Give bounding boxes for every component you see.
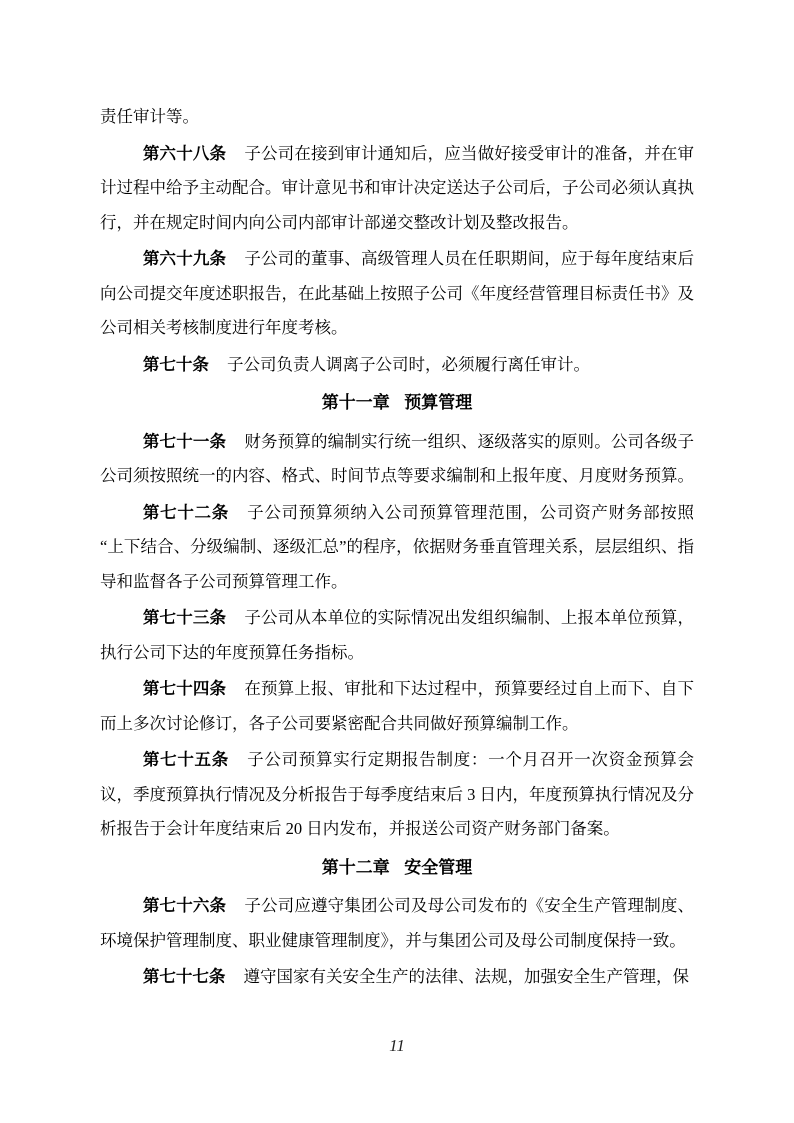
article-text: 子公司预算须纳入公司预算管理范围，公司资产财务部按照“上下结合、分级编制、逐级汇总”的程序，依据财务垂直管理关系，层层组织、指导和监督各子公司预算管理工作。 bbox=[100, 502, 694, 591]
article-number: 第七十六条 bbox=[142, 897, 227, 915]
article-paragraph-71 bbox=[100, 425, 694, 494]
article-text: 在预算上报、审批和下达过程中，预算要经过自上而下、自下而上多次讨论修订，各子公司要紧密配合共同做好预算编制工作。 bbox=[100, 679, 695, 733]
article-text: 子公司的董事、高级管理人员在任职期间，应于每年度结束后向公司提交年度述职报告，在此基础上按照子公司《年度经营管理目标责任书》及公司相关考核制度进行年度考核。 bbox=[100, 249, 695, 337]
chapter-title: 预算管理 bbox=[404, 393, 473, 412]
article-paragraph-73 bbox=[100, 601, 694, 670]
article-number: 第六十九条 bbox=[142, 250, 227, 268]
article-paragraph-77 bbox=[100, 960, 694, 995]
article-number: 第七十二条 bbox=[142, 503, 229, 522]
article-text: 子公司从本单位的实际情况出发组织编制、上报本单位预算，执行公司下达的年度预算任务指标。 bbox=[100, 608, 695, 662]
article-text: 子公司预算实行定期报告制度：一个月召开一次资金预算会议，季度预算执行情况及分析报告于每季度结束后 3 日内，年度预算执行情况及分析报告于会计年度结束后 20 日内发布，并报送公司资产财务部门备案。 bbox=[100, 750, 694, 838]
article-text: 子公司应遵守集团公司及母公司发布的《安全生产管理制度、环境保护管理制度、职业健康管理制度》，并与集团公司及母公司制度保持一致。 bbox=[100, 896, 695, 950]
article-paragraph-74 bbox=[100, 672, 694, 741]
article-paragraph-75 bbox=[100, 743, 694, 847]
chapter-title: 安全管理 bbox=[404, 857, 473, 877]
article-paragraph-69 bbox=[100, 242, 694, 346]
chapter-number: 第十二章 bbox=[321, 857, 390, 877]
chapter-heading-11 bbox=[100, 386, 694, 421]
article-text: 子公司负责人调离子公司时，必须履行离任审计。 bbox=[227, 354, 591, 374]
article-paragraph-72 bbox=[100, 496, 694, 600]
article-paragraph-68 bbox=[100, 137, 694, 241]
article-paragraph-76 bbox=[100, 889, 694, 958]
chapter-heading-12 bbox=[100, 851, 694, 886]
article-text: 子公司在接到审计通知后，应当做好接受审计的准备，并在审计过程中给予主动配合。审计意见书和审计决定送达子公司后，子公司必须认真执行，并在规定时间内向公司内部审计部递交整改计划及整改报告。 bbox=[100, 143, 695, 232]
page-content bbox=[100, 100, 694, 997]
chapter-number: 第十一章 bbox=[321, 393, 390, 412]
page-number: 11 bbox=[389, 1036, 405, 1055]
article-number: 第七十五条 bbox=[142, 751, 229, 769]
article-text: 财务预算的编制实行统一组织、逐级落实的原则。公司各级子公司须按照统一的内容、格式、时间节点等要求编制和上报年度、月度财务预算。 bbox=[100, 431, 695, 485]
paragraph-continuation bbox=[100, 100, 694, 135]
paragraph-text: 责任审计等。 bbox=[100, 107, 199, 126]
article-number: 第七十七条 bbox=[142, 968, 226, 986]
article-number: 第六十八条 bbox=[142, 144, 227, 163]
article-text: 遵守国家有关安全生产的法律、法规，加强安全生产管理，保 bbox=[243, 967, 690, 986]
article-number: 第七十四条 bbox=[142, 680, 227, 698]
article-number: 第七十条 bbox=[142, 355, 209, 374]
article-number: 第七十一条 bbox=[142, 432, 227, 451]
article-paragraph-70 bbox=[100, 348, 694, 383]
article-number: 第七十三条 bbox=[142, 609, 227, 627]
